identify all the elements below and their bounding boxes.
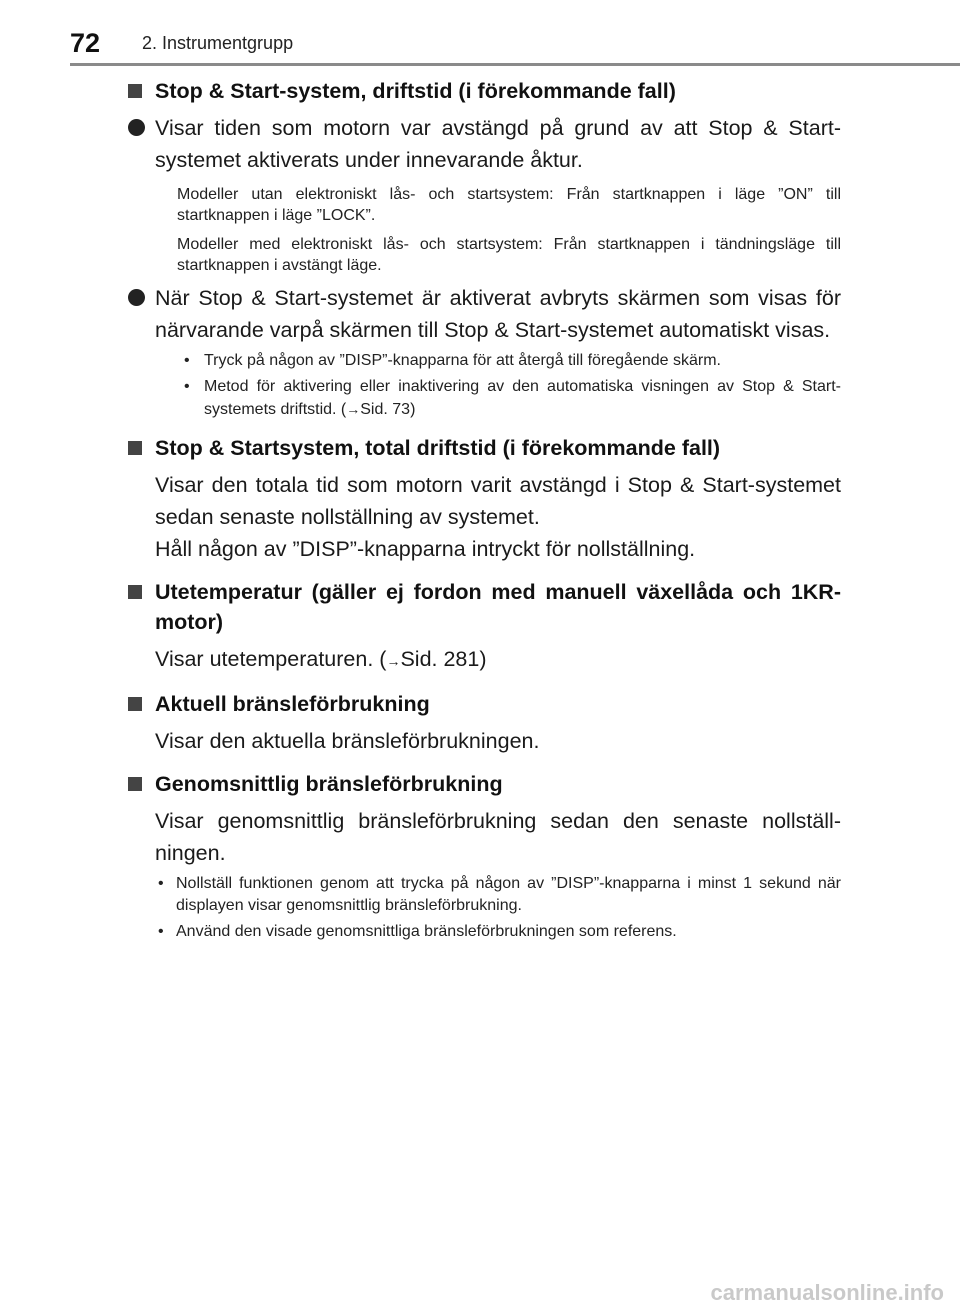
section-heading-stop-start-total (127, 433, 841, 463)
square-bullet-icon (128, 585, 142, 599)
note-paragraph: Modeller utan elektroniskt lås- och startsystem: Från startknappen i läge ”ON” till startknappen i läge ”LOCK”. (177, 186, 841, 224)
section-heading-current-fuel (127, 689, 841, 719)
list-item-text: Nollställ funktionen genom att trycka på någon av ”DISP”-knapparna i minst 1 sekund när displayen visar genomsnittlig bränsleförbrukning. (176, 875, 841, 914)
list-item (127, 376, 841, 421)
small-bullet-icon: • (184, 352, 190, 369)
square-bullet-icon (128, 441, 142, 455)
body-paragraph: Visar den aktuella bränsleförbrukningen. (155, 729, 540, 753)
arrow-icon: → (386, 653, 401, 669)
list-item (127, 873, 841, 917)
small-bullet-icon: • (158, 923, 164, 940)
circle-bullet-icon (128, 119, 145, 136)
small-bullet-icon: • (158, 875, 164, 892)
section-heading-outside-temp (127, 577, 841, 637)
body-paragraph: Visar genomsnittlig bränsleförbrukning sedan den senaste nollställ-ningen. (155, 809, 841, 865)
watermark: carmanualsonline.info (710, 1280, 944, 1305)
section-title: Utetemperatur (gäller ej fordon med manuell växellåda och 1KR-motor) (155, 580, 841, 634)
header-rule (70, 63, 960, 66)
list-item (127, 350, 841, 372)
square-bullet-icon (128, 84, 142, 98)
section-heading-avg-fuel (127, 769, 841, 799)
list-item-text: Använd den visade genomsnittliga bränsleförbrukningen som referens. (176, 923, 677, 940)
section-title: Stop & Start-system, driftstid (i förekommande fall) (155, 79, 676, 103)
list-item-text: Metod för aktivering eller inaktivering av den automatiska visningen av Stop & Start-systemets driftstid. ( (204, 378, 841, 418)
bullet-text: Visar tiden som motorn var avstängd på grund av att Stop & Start-systemet aktiverats under innevarande åktur. (155, 116, 841, 172)
bullet-paragraph (127, 282, 841, 346)
arrow-icon: → (346, 401, 361, 417)
body-paragraph: Håll någon av ”DISP”-knapparna intryckt för nollställning. (155, 537, 696, 561)
section-title: Stop & Startsystem, total driftstid (i förekommande fall) (155, 436, 721, 460)
section-title: Genomsnittlig bränsleförbrukning (155, 772, 503, 796)
page-content (127, 76, 841, 943)
page-reference-link[interactable]: Sid. 281) (400, 647, 487, 671)
body-text: Visar utetemperaturen. ( (155, 647, 387, 671)
square-bullet-icon (128, 697, 142, 711)
list-item (127, 921, 841, 943)
bullet-paragraph (127, 112, 841, 176)
list-item-text: Tryck på någon av ”DISP”-knapparna för att återgå till föregående skärm. (204, 352, 721, 369)
page-reference-link[interactable]: Sid. 73) (360, 401, 416, 418)
page-number: 72 (70, 28, 101, 58)
small-bullet-icon: • (184, 378, 190, 395)
square-bullet-icon (128, 777, 142, 791)
circle-bullet-icon (128, 289, 145, 306)
bullet-text: När Stop & Start-systemet är aktiverat avbryts skärmen som visas för närvarande varpå skärmen till Stop & Start-systemet automatiskt visas. (155, 286, 841, 342)
chapter-title: 2. Instrumentgrupp (142, 33, 294, 53)
section-title: Aktuell bränsleförbrukning (155, 692, 430, 716)
body-paragraph: Visar den totala tid som motorn varit avstängd i Stop & Start-systemet sedan senaste nollställning av systemet. (155, 473, 841, 529)
body-paragraph (127, 643, 841, 677)
section-heading-stop-start-time (127, 76, 841, 106)
note-paragraph: Modeller med elektroniskt lås- och startsystem: Från startknappen i tändningsläge till startknappen i avstängt läge. (177, 236, 841, 274)
